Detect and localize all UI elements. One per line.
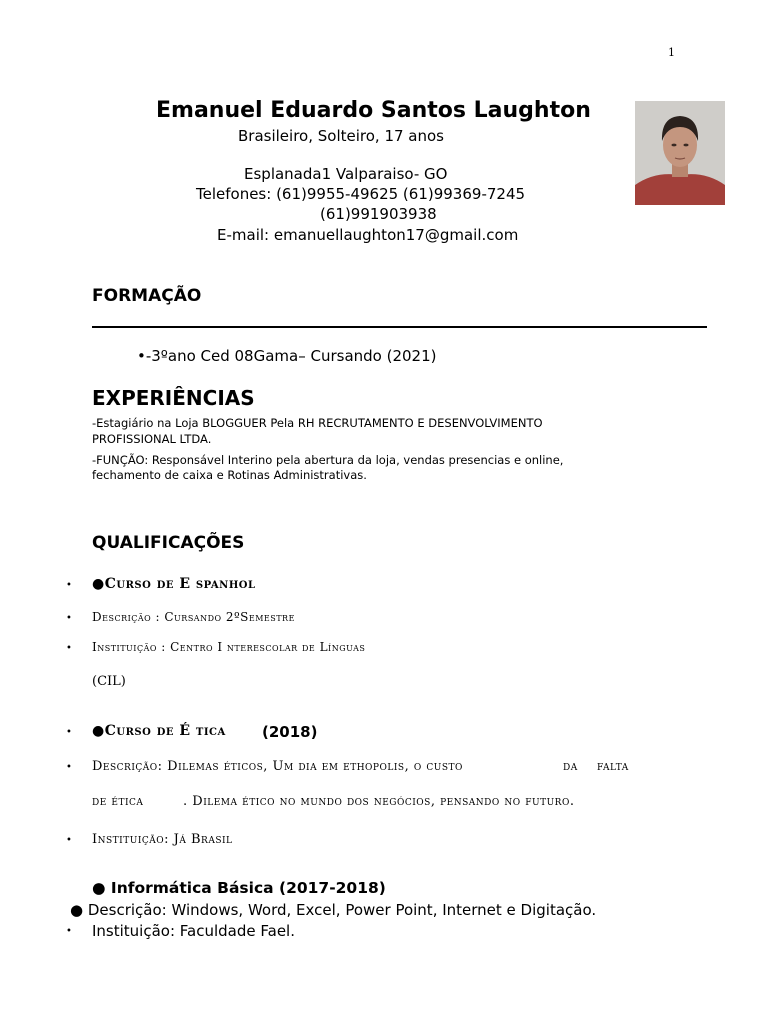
course-year-etica: (2018) [262, 723, 318, 741]
list-bullet: • [66, 835, 72, 846]
espanhol-descricao: Descrição : Cursando 2ºSemestre [92, 610, 295, 624]
address: Esplanada1 Valparaiso- GO [244, 165, 448, 183]
etica-descricao-1b: da [563, 759, 578, 774]
course-title-etica: ●Curso de É tica [92, 723, 226, 739]
experience-line-3: -FUNÇÃO: Responsável Interino pela abertura da loja, vendas presencias e online, [92, 453, 564, 467]
experience-line-1: -Estagiário na Loja BLOGGUER Pela RH RECRUTAMENTO E DESENVOLVIMENTO [92, 416, 543, 430]
section-divider [92, 326, 707, 328]
etica-descricao-2b: . Dilema ético no mundo dos negócios, pensando no futuro. [183, 794, 575, 809]
etica-instituicao: Instituição: Já Brasil [92, 832, 233, 847]
espanhol-instituicao: Instituição : Centro I nterescolar de Línguas [92, 640, 366, 654]
list-bullet: • [66, 580, 72, 591]
experience-line-2: PROFISSIONAL LTDA. [92, 432, 212, 446]
phones-line-1: Telefones: (61)9955-49625 (61)99369-7245 [196, 185, 526, 203]
informatica-descricao: ● Descrição: Windows, Word, Excel, Power Point, Internet e Digitação. [70, 901, 597, 919]
list-bullet: • [66, 727, 72, 738]
phones-line-2: (61)991903938 [320, 205, 437, 223]
course-title-informatica: ● Informática Básica (2017-2018) [92, 879, 386, 897]
etica-descricao-2: de ética [92, 794, 144, 809]
profile-photo-image [635, 101, 725, 205]
candidate-name: Emanuel Eduardo Santos Laughton [156, 98, 591, 123]
list-bullet: • [66, 762, 72, 773]
list-bullet: • [66, 613, 72, 624]
etica-descricao-1c: falta [597, 759, 629, 774]
course-title-espanhol: ●Curso de E spanhol [92, 576, 256, 592]
experience-line-4: fechamento de caixa e Rotinas Administrativas. [92, 468, 367, 482]
section-heading-qualificacoes: QUALIFICAÇÕES [92, 533, 245, 553]
etica-descricao-1: Descrição: Dilemas éticos, Um dia em ethopolis, o custo [92, 759, 463, 774]
informatica-instituicao: Instituição: Faculdade Fael. [92, 922, 295, 940]
page-number: 1 [668, 46, 675, 59]
espanhol-instituicao-cont: (CIL) [92, 674, 126, 689]
section-heading-formacao: FORMAÇÃO [92, 286, 202, 306]
profile-photo [635, 101, 725, 205]
email: E-mail: emanuellaughton17@gmail.com [217, 226, 519, 244]
list-bullet: • [66, 643, 72, 654]
list-bullet: • [66, 926, 72, 937]
formacao-item: •-3ºano Ced 08Gama– Cursando (2021) [137, 347, 437, 365]
personal-info: Brasileiro, Solteiro, 17 anos [238, 127, 444, 145]
section-heading-experiencias: EXPERIÊNCIAS [92, 386, 255, 410]
